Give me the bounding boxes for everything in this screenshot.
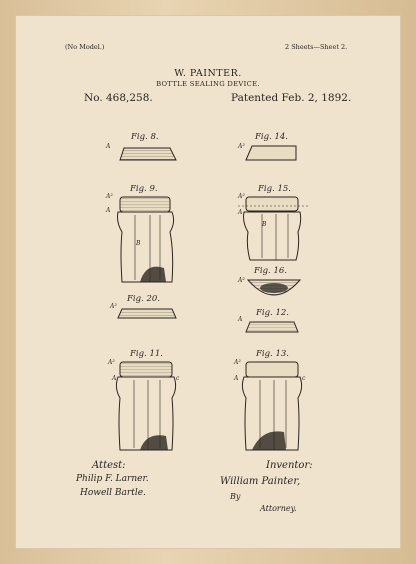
fig13-bottle-neck [233,359,306,450]
svg-text:A: A [238,316,243,323]
fig12-label: Fig. 12. [256,308,289,318]
fig16-label: Fig. 16. [254,266,287,276]
svg-text:A²: A² [110,303,117,310]
fig15-bottle-neck [237,193,310,260]
inventor-heading: W. PAINTER. [174,68,242,79]
svg-text:A: A [234,375,239,382]
svg-text:c: c [302,375,306,382]
inventor-label: Inventor: [266,460,313,471]
svg-text:B: B [136,240,141,247]
svg-text:A²: A² [108,359,115,366]
svg-text:A: A [106,143,111,150]
witness-signature-1: Philip F. Larner. [76,474,149,484]
fig20-label: Fig. 20. [127,294,160,304]
patent-number: No. 468,258. [84,92,153,104]
fig14-cap-blank [237,143,296,160]
svg-text:A: A [106,207,111,214]
fig20-cap-section [109,303,176,318]
svg-text:B: B [262,221,267,228]
fig14-label: Fig. 14. [255,132,288,142]
fig8-crown-cap [105,143,176,160]
fig12-cap-section [237,316,298,332]
patent-date: Patented Feb. 2, 1892. [231,92,352,104]
sheet-note: 2 Sheets—Sheet 2. [285,43,348,51]
attorney-label: Attorney. [260,504,297,513]
svg-text:A²: A² [238,193,245,200]
by-label: By [230,492,241,501]
witness-signature-2: Howell Bartle. [80,488,146,498]
device-title: BOTTLE SEALING DEVICE. [156,80,260,88]
fig15-label: Fig. 15. [258,184,291,194]
fig13-label: Fig. 13. [256,349,289,359]
attest-label: Attest: [92,460,126,471]
svg-text:c: c [176,375,180,382]
model-note: (No Model.) [65,43,105,51]
fig16-cap-underside [237,277,300,295]
svg-text:A: A [112,375,117,382]
svg-text:A²: A² [238,277,245,284]
fig8-label: Fig. 8. [131,132,159,142]
svg-text:A²: A² [238,143,245,150]
fig9-label: Fig. 9. [130,184,158,194]
svg-text:A²: A² [106,193,113,200]
svg-text:A: A [238,209,243,216]
fig11-label: Fig. 11. [130,349,163,359]
inventor-signature: William Painter, [220,476,301,487]
fig9-bottle-neck [105,193,174,282]
fig11-bottle-neck [107,359,180,450]
svg-text:A²: A² [234,359,241,366]
